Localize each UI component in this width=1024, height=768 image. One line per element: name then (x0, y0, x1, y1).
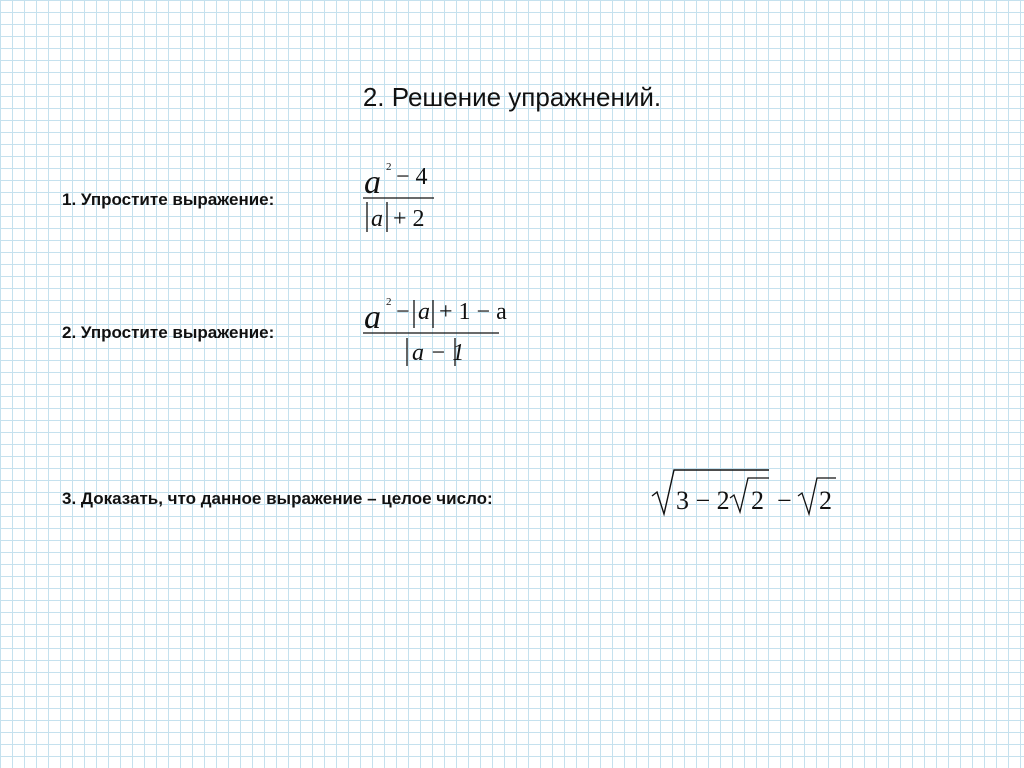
task-2-num-rest: + 1 − a (439, 299, 507, 325)
task-1-num-base: a (364, 164, 381, 201)
task-1-label: 1. Упростите выражение: (62, 190, 275, 209)
task-1-formula (360, 150, 450, 240)
task-1-num-rest: − 4 (396, 164, 428, 190)
task-2-num-abs-var: a (418, 299, 430, 325)
task-3-minus: − (777, 486, 792, 515)
task-2-label: 2. Упростите выражение: (62, 323, 275, 342)
task-1-den-abs-var: a (371, 206, 383, 232)
task-3-label: 3. Доказать, что данное выражение – целое число: (62, 489, 493, 508)
task-3-outer-left: 3 − 2 (676, 486, 730, 515)
slide-title: 2. Решение упражнений. (362, 82, 662, 112)
task-3-formula (650, 464, 850, 524)
task-2-num-exponent: 2 (386, 296, 392, 308)
task-2-den-abs-expr: a − 1 (412, 340, 465, 366)
task-2-num-base: a (364, 299, 381, 336)
task-1-num-exponent: 2 (386, 161, 392, 173)
task-2-num-minus: − (396, 299, 410, 325)
task-3-inner-radicand: 2 (751, 486, 764, 515)
task-2-formula (360, 288, 510, 372)
task-1-den-rest: + 2 (393, 206, 425, 232)
task-3-last-radicand: 2 (819, 486, 832, 515)
